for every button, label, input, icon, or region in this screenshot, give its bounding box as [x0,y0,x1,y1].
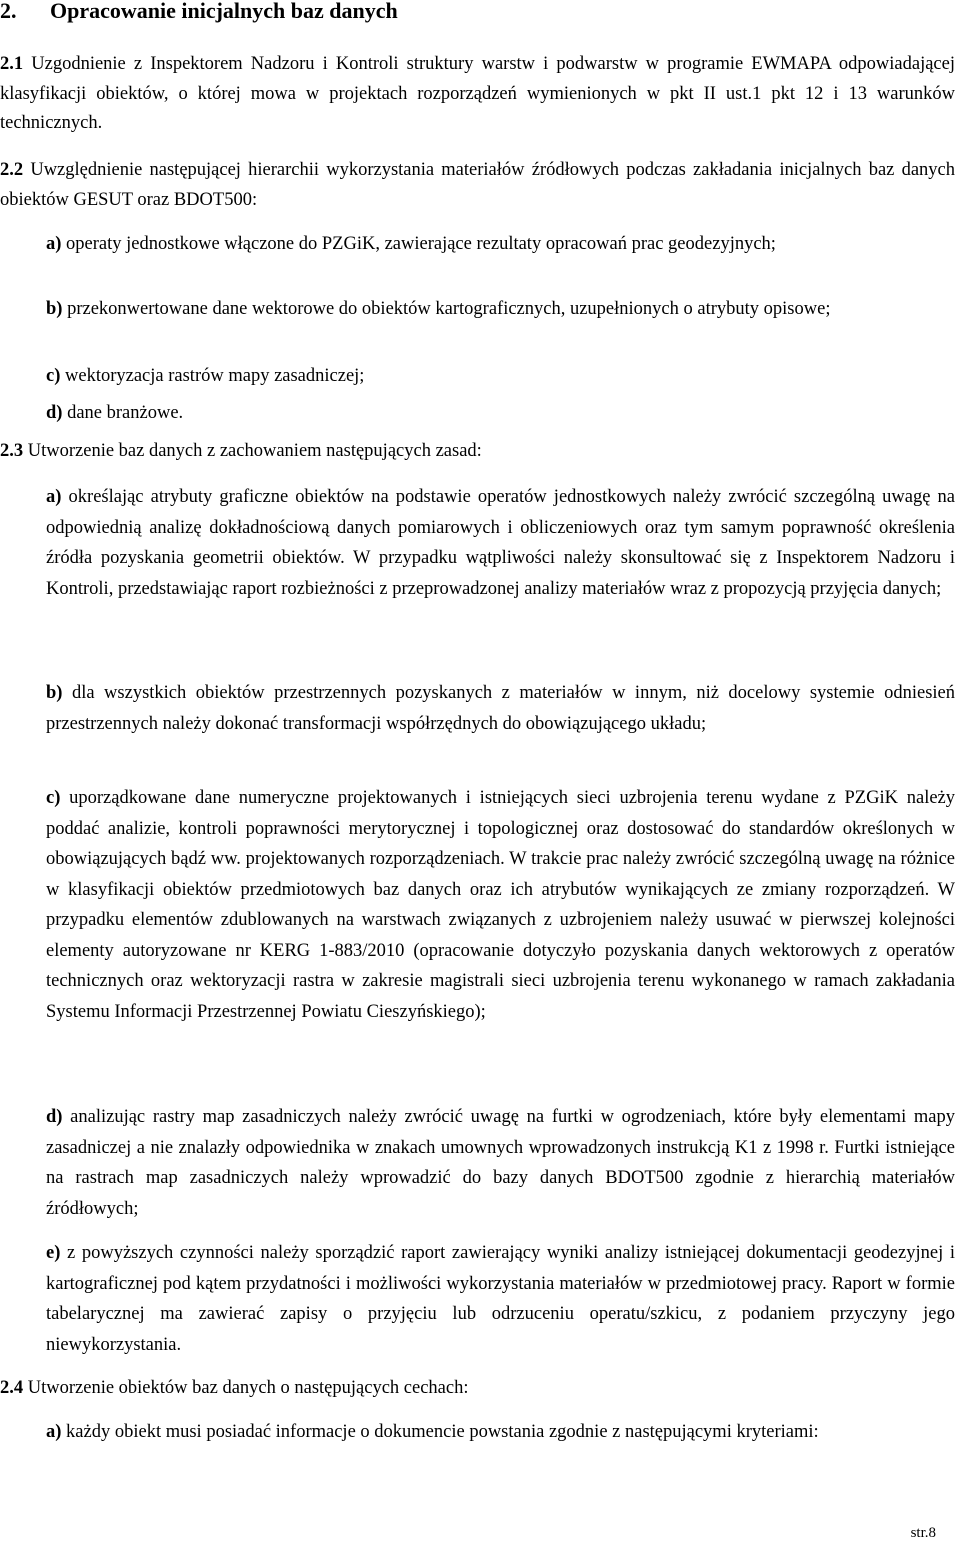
item-label: a) [46,1422,62,1442]
list-item-2-3-b [46,678,955,739]
section-heading [0,0,398,24]
list-item-2-3-a [46,482,955,604]
item-label: c) [46,366,61,386]
heading-number: 2. [0,0,17,23]
item-label: d) [46,1107,63,1127]
section-2-4 [0,1374,955,1404]
section-text: Utworzenie baz danych z zachowaniem następujących zasad: [27,441,482,461]
list-item-2-3-d [46,1102,955,1224]
item-label: d) [46,403,63,423]
section-text: Utworzenie obiektów baz danych o następujących cechach: [27,1378,469,1398]
section-number: 2.1 [0,54,24,74]
item-text: określając atrybuty graficzne obiektów na podstawie operatów jednostkowych należy zwrócić szczególną uwagę na odpowiednią analizę dokładnościową danych pomiarowych i obliczeniowych oraz tym samym poprawność określenia źródła pozyskania geometrii obiektów. W przypadku wątpliwości należy skonsultować się z Inspektorem Nadzoru i Kontroli, przedstawiając raport rozbieżności z przeprowadzonej analizy materiałów wraz z propozycją przyjęcia danych; [46,487,956,599]
item-text: dla wszystkich obiektów przestrzennych pozyskanych z materiałów w innym, niż docelowy systemie odniesień przestrzennych należy dokonać transformacji współrzędnych do obowiązującego układu; [46,683,955,734]
item-text: każdy obiekt musi posiadać informacje o dokumencie powstania zgodnie z następującymi kryteriami: [66,1422,819,1442]
item-text: operaty jednostkowe włączone do PZGiK, zawierające rezultaty opracowań prac geodezyjnych; [66,234,776,254]
section-text: Uwzględnienie następującej hierarchii wykorzystania materiałów źródłowych podczas zakładania inicjalnych baz danych obiektów GESUT oraz BDOT500: [0,160,956,210]
list-item-2-2-b [46,294,955,325]
section-2-2 [0,156,955,215]
list-item-2-2-a [46,229,955,260]
section-number: 2.3 [0,441,24,461]
section-text: Uzgodnienie z Inspektorem Nadzoru i Kontroli struktury warstw i podwarstw w programie EWMAPA odpowiadającej klasyfikacji obiektów, o której mowa w projektach rozporządzeń wymienionych w pkt II ust.1 pkt 12 i 13 warunków technicznych. [0,54,955,133]
item-label: a) [46,487,62,507]
section-2-3 [0,437,955,467]
heading-title: Opracowanie inicjalnych baz danych [50,0,398,23]
item-label: b) [46,299,63,319]
page-number: str.8 [910,1525,936,1541]
list-item-2-2-c [46,361,955,392]
list-item-2-2-d [46,398,955,429]
list-item-2-4-a [46,1417,955,1448]
item-text: analizując rastry map zasadniczych należy zwrócić uwagę na furtki w ogrodzeniach, które były elementami mapy zasadniczej a nie znalazły odpowiednika w znakach umownych wprowadzonych instrukcją K1 z 1998 r. Furtki istniejące na rastrach map zasadniczych należy wprowadzić do bazy danych BDOT500 zgodnie z hierarchią materiałów źródłowych; [46,1107,955,1219]
section-2-1 [0,50,955,139]
item-label: b) [46,683,63,703]
item-text: z powyższych czynności należy sporządzić raport zawierający wyniki analizy istniejącej dokumentacji geodezyjnej i kartograficznej pod kątem przydatności i możliwości wykorzystania materiałów w przedmiotowej pracy. Raport w formie tabelarycznej ma zawierać zapisy o przyjęciu lub odrzuceniu operatu/szkicu, z podaniem przyczyny jego niewykorzystania. [46,1243,955,1355]
item-label: e) [46,1243,61,1263]
section-number: 2.2 [0,160,24,180]
item-label: c) [46,788,61,808]
list-item-2-3-e [46,1238,955,1360]
list-item-2-3-c [46,783,955,1027]
item-text: wektoryzacja rastrów mapy zasadniczej; [65,366,365,386]
item-text: uporządkowane dane numeryczne projektowanych i istniejących sieci uzbrojenia terenu wydane z PZGiK należy poddać analizie, kontroli poprawności merytorycznej i topologicznej oraz dostosować do standardów określonych w obowiązujących bądź ww. projektowanych rozporządzeniach. W trakcie prac należy zwrócić szczególną uwagę na różnice w klasyfikacji obiektów przedmiotowych baz danych oraz ich atrybutów wynikających ze zmiany rozporządzeń. W przypadku elementów zdublowanych na warstwach związanych z uzbrojeniem należy usuwać w pierwszej kolejności elementy autoryzowane nr KERG 1-883/2010 (opracowanie dotyczyło pozyskania danych wektorowych z operatów technicznych oraz wektoryzacji rastra w zakresie magistrali sieci uzbrojenia terenu wykonanego w ramach zakładania Systemu Informacji Przestrzennej Powiatu Cieszyńskiego); [46,788,956,1022]
section-number: 2.4 [0,1378,24,1398]
item-text: przekonwertowane dane wektorowe do obiektów kartograficznych, uzupełnionych o atrybuty opisowe; [67,299,831,319]
item-text: dane branżowe. [67,403,184,423]
item-label: a) [46,234,62,254]
